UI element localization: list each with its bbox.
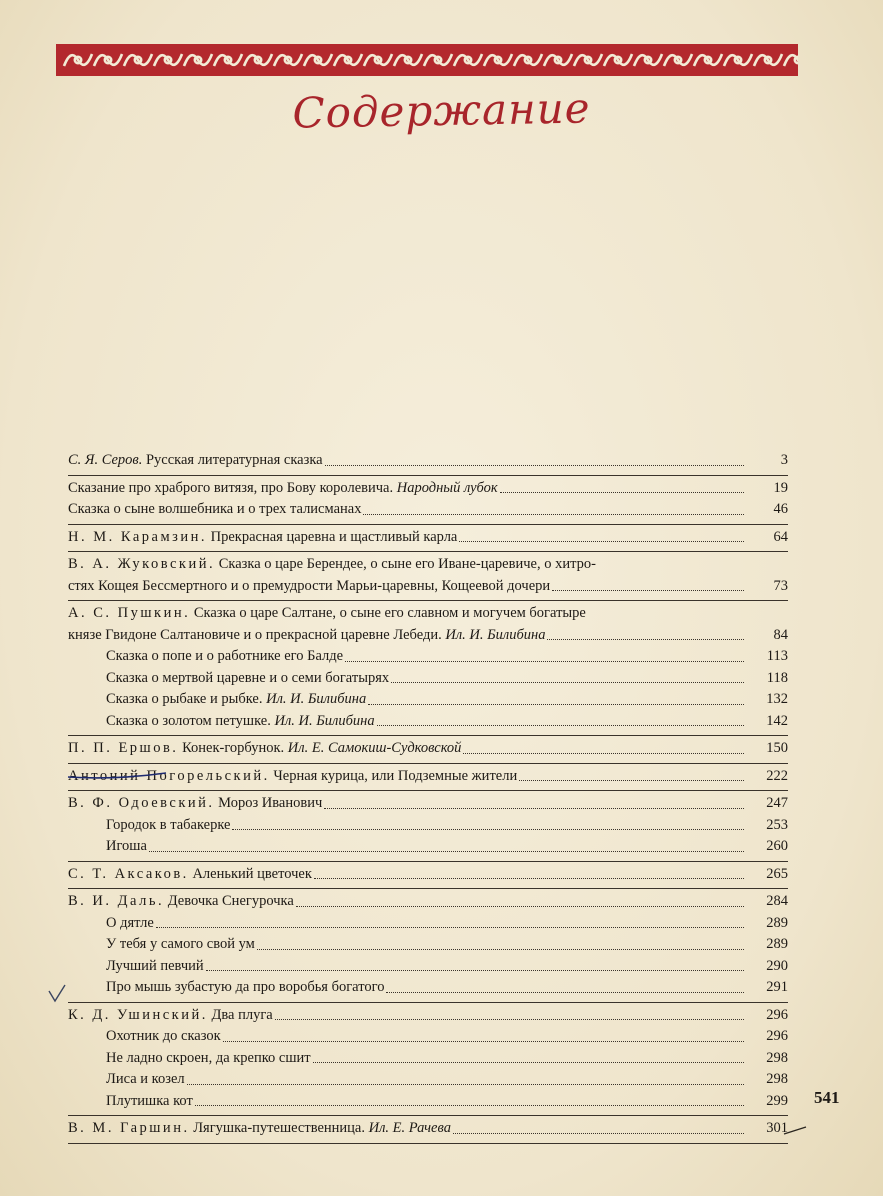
toc-title: Не ладно скроен, да крепко сшит [106,1049,311,1066]
dot-leader [195,1105,744,1106]
toc-author: К. Д. Ушинский. [68,1006,208,1023]
toc-entry[interactable] [68,891,788,913]
toc-page-number: 19 [773,479,788,496]
dot-leader [519,780,744,781]
toc-entry[interactable] [68,1048,788,1070]
toc-title: Лиса и козел [106,1071,185,1087]
dot-leader [232,829,744,830]
toc-entry[interactable] [68,815,788,837]
toc-page-number: 3 [780,452,788,468]
dot-leader [275,1019,744,1020]
toc-entry[interactable] [68,450,788,472]
toc-section [68,525,788,553]
toc-page-number: 301 [766,1120,788,1136]
toc-title: Русская литературная сказка [145,452,323,468]
toc-entry[interactable] [68,1118,788,1140]
dot-leader [313,1062,744,1063]
toc-entry[interactable] [68,689,788,711]
dot-leader [206,970,744,971]
toc-title: Сказание про храброго витязя, про Бову королевича. [68,479,394,496]
toc-entry[interactable] [68,499,788,521]
toc-title: Плутишка кот [106,1092,193,1109]
toc-section [68,448,788,476]
toc-author: В. А. Жуковский. [68,556,216,572]
toc-author: В. И. Даль. [68,893,165,909]
dot-leader [187,1084,744,1085]
toc-page-number: 113 [766,648,788,664]
toc-page-number: 284 [766,893,788,909]
toc-page-number: 289 [766,936,788,952]
dot-leader [223,1041,744,1042]
dot-leader [363,514,744,515]
toc-entry[interactable] [68,793,788,815]
toc-section [68,601,788,736]
toc-page-number: 260 [766,838,788,854]
toc-entry[interactable] [68,646,788,668]
toc-page-number: 265 [766,865,788,882]
toc-title: Сказка о мертвой царевне и о семи богатырях [106,669,390,686]
toc-illustrator-note: Ил. Е. Самокиш-Судковской [287,740,462,756]
toc-page-number: 247 [766,795,788,811]
dot-leader [324,808,744,809]
page-number: 541 [814,1088,840,1107]
toc-section [68,736,788,764]
toc-title: Охотник до сказок [106,1028,221,1044]
ornamental-border [56,44,798,76]
toc-section [68,889,788,1003]
dot-leader [296,906,744,907]
toc-author: Н. М. Карамзин. [68,528,208,545]
toc-entry[interactable] [68,625,788,647]
toc-author: П. П. Ершов. [68,740,179,756]
dot-leader [552,590,744,591]
toc-title-line: Сказка о царе Берендее, о сыне его Иване-царевиче, о хитро- [218,556,596,572]
dot-leader [386,992,744,993]
toc-entry[interactable] [68,1026,788,1048]
toc-title: Сказка о рыбаке и рыбке. [106,691,263,707]
toc-entry[interactable] [68,1091,788,1113]
toc-illustrator-note: Ил. И. Билибина [266,691,367,707]
toc-title: Аленький цветочек [192,865,312,882]
toc-page-number: 150 [766,740,788,756]
toc-section [68,791,788,862]
toc-illustrator-note: Ил. И. Билибина [274,712,375,729]
toc-page-number: 73 [773,577,788,594]
toc-page-number: 64 [773,528,788,545]
toc-page-number: 299 [766,1092,788,1109]
toc-page-number: 142 [766,712,788,729]
toc-entry[interactable] [68,527,788,549]
dot-leader [314,878,744,879]
dot-leader [377,725,744,726]
toc-page-number: 296 [766,1006,788,1023]
toc-illustrator-note: Народный лубок [396,479,498,496]
toc-entry-line [68,603,788,625]
toc-section [68,1116,788,1144]
toc-title: Про мышь зубастую да про воробья богатого [106,979,385,995]
toc-page-number: 46 [773,501,788,517]
pen-mark-underline [66,771,170,781]
toc-author: В. Ф. Одоевский. [68,795,215,811]
toc-title: Сказка о попе и о работнике его Балде [106,648,344,664]
toc-author: С. Я. Серов. [68,452,143,468]
toc-entry[interactable] [68,668,788,690]
toc-title: О дятле [106,914,154,931]
toc-section [68,552,788,601]
toc-page-number: 298 [766,1071,788,1087]
toc-page-number: 298 [766,1049,788,1066]
dot-leader [156,927,744,928]
toc-title: Черная курица, или Подземные жители [273,767,518,784]
toc-entry-line [68,554,788,576]
toc-entry[interactable] [68,956,788,978]
toc-title: Городок в табакерке [106,816,231,833]
toc-title: Сказка о сыне волшебника и о трех талисманах [68,501,362,517]
toc-author: А. С. Пушкин. [68,605,191,621]
toc-title: стях Кощея Бессмертного и о премудрости Марьи-царевны, Кощеевой дочери [68,577,551,594]
toc-entry[interactable] [68,711,788,733]
dot-leader [547,639,744,640]
toc-page-number: 118 [766,669,788,686]
page-title: Содержание [292,83,591,138]
toc-page-number: 291 [766,979,788,995]
dot-leader [345,661,744,662]
toc-entry[interactable] [68,1005,788,1027]
toc-entry[interactable] [68,478,788,500]
toc-section [68,476,788,525]
toc-title: Два плуга [211,1006,273,1023]
toc-title: Лягушка-путешественница. [193,1120,365,1136]
dot-leader [453,1133,744,1134]
pen-mark-tick [46,983,68,1005]
pen-mark-stroke [782,1124,808,1136]
toc-entry[interactable] [68,977,788,999]
dot-leader [459,541,744,542]
toc-page-number: 289 [766,914,788,931]
toc-title-line: Сказка о царе Салтане, о сыне его славном и могучем богатыре [193,605,586,621]
toc-entry[interactable] [68,913,788,935]
toc-title: Лучший певчий [106,957,204,974]
dot-leader [391,682,744,683]
toc-entry[interactable] [68,576,788,598]
dot-leader [257,949,744,950]
toc-author: С. Т. Аксаков. [68,865,189,882]
toc-title: князе Гвидоне Салтановиче и о прекрасной царевне Лебеди. [68,626,442,643]
toc-author: Антоний Погорельский. [68,767,270,784]
toc-author: В. М. Гаршин. [68,1120,190,1136]
dot-leader [500,492,744,493]
toc-section [68,862,788,890]
toc-section [68,1003,788,1117]
toc-title: Сказка о золотом петушке. [106,712,271,729]
dot-leader [325,465,744,466]
toc-page-number: 253 [766,816,788,833]
toc-page-number: 132 [766,691,788,707]
toc-page-number: 222 [766,767,788,784]
dot-leader [149,851,744,852]
toc-page-number: 290 [766,957,788,974]
dot-leader [463,753,744,754]
toc-illustrator-note: Ил. И. Билибина [445,626,546,643]
toc-title: Игоша [106,838,147,854]
toc-title: Девочка Снегурочка [167,893,294,909]
toc-title: Прекрасная царевна и щастливый карла [210,528,458,545]
toc-title: Конек-горбунок. [182,740,285,756]
toc-entry[interactable] [68,1069,788,1091]
toc-entry[interactable] [68,934,788,956]
toc-entry[interactable] [68,738,788,760]
toc-section [68,764,788,792]
toc-page-number: 296 [766,1028,788,1044]
toc-entry[interactable] [68,766,788,788]
toc-page-number: 84 [773,626,788,643]
dot-leader [368,704,744,705]
toc-title: Мороз Иванович [218,795,323,811]
toc-entry[interactable] [68,864,788,886]
table-of-contents [68,448,788,1144]
toc-entry[interactable] [68,836,788,858]
toc-title: У тебя у самого свой ум [106,936,255,952]
toc-illustrator-note: Ил. Е. Рачева [368,1120,451,1136]
